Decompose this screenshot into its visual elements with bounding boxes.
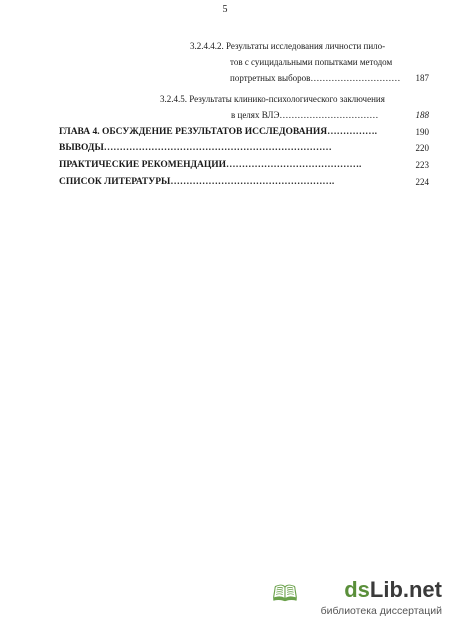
watermark-tagline: библиотека диссертаций <box>320 605 442 617</box>
book-icon: 🕮 <box>272 582 298 607</box>
watermark-brand-prefix: ds <box>344 577 370 602</box>
watermark-brand <box>344 577 442 603</box>
toc-entry-line: 3.2.4.4.2. Результаты исследования личности пило- <box>190 41 386 51</box>
toc-entry-text: ПРАКТИЧЕСКИЕ РЕКОМЕНДАЦИИ……………………………………. <box>59 160 362 170</box>
toc-entry-line: портретных выборов………………………… <box>230 73 401 83</box>
toc-entry-line: в целях ВЛЭ…………………………… <box>231 110 379 120</box>
toc-page-number: 223 <box>415 160 429 170</box>
toc-entry-text: ВЫВОДЫ……………………………………………………………… <box>59 143 332 153</box>
toc-page-number: 224 <box>415 177 429 187</box>
toc-entry-line: тов с суицидальными попытками методом <box>230 57 393 67</box>
watermark-brand-suffix: Lib.net <box>369 577 442 602</box>
toc-entry-text: ГЛАВА 4. ОБСУЖДЕНИЕ РЕЗУЛЬТАТОВ ИССЛЕДОВАНИЯ……………. <box>59 127 378 137</box>
page-number: 5 <box>222 4 228 15</box>
toc-entry-line: 3.2.4.5. Результаты клинико-психологического заключения <box>160 94 385 104</box>
toc-page-number: 188 <box>415 110 429 120</box>
toc-page-number: 220 <box>415 143 429 153</box>
dslib-watermark <box>262 577 442 621</box>
toc-page-number: 187 <box>415 73 429 83</box>
toc-page-number: 190 <box>415 127 429 137</box>
toc-entry-text: СПИСОК ЛИТЕРАТУРЫ……………………………………………. <box>59 177 335 187</box>
